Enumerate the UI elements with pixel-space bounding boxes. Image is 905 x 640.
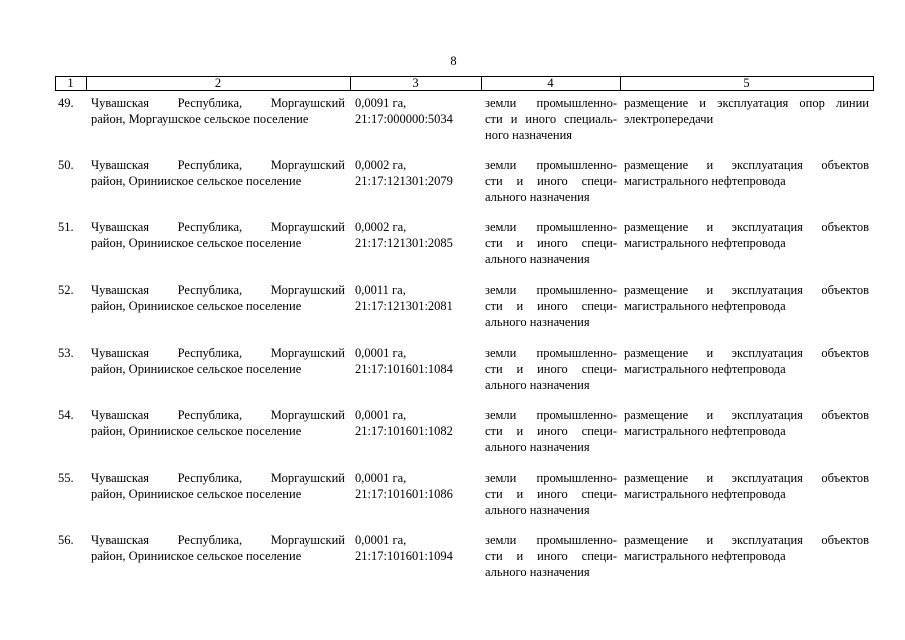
land-category-line: сти и иного специ- bbox=[485, 424, 617, 438]
table-header-divider bbox=[873, 76, 874, 90]
row-number: 54. bbox=[58, 408, 74, 422]
permitted-use-cell bbox=[624, 345, 869, 377]
area-value: 0,0001 га, bbox=[355, 408, 407, 422]
land-category-line: земли промышленно- bbox=[485, 533, 617, 547]
table-row bbox=[0, 532, 905, 584]
page-number: 8 bbox=[450, 54, 457, 68]
land-category-line: сти и иного специаль- bbox=[485, 112, 617, 126]
cadastral-number: 21:17:121301:2085 bbox=[355, 236, 453, 250]
area-value: 0,0001 га, bbox=[355, 346, 407, 360]
table-row bbox=[0, 95, 905, 147]
area-value: 0,0091 га, bbox=[355, 96, 407, 110]
location-cell bbox=[91, 470, 345, 502]
permitted-use-cell bbox=[624, 95, 869, 127]
land-category-cell bbox=[485, 532, 617, 580]
permitted-use-line: магистрального нефтепровода bbox=[624, 236, 786, 250]
permitted-use-cell bbox=[624, 532, 869, 564]
land-category-line: сти и иного специ- bbox=[485, 236, 617, 250]
row-number: 55. bbox=[58, 471, 74, 485]
table-row bbox=[0, 219, 905, 271]
area-cadastral-cell bbox=[355, 219, 480, 251]
column-header-5: 5 bbox=[743, 76, 750, 90]
permitted-use-line: размещение и эксплуатация объектов bbox=[624, 220, 869, 234]
land-category-cell bbox=[485, 219, 617, 267]
land-category-line: ального назначения bbox=[485, 190, 590, 204]
permitted-use-line: магистрального нефтепровода bbox=[624, 549, 786, 563]
permitted-use-line: размещение и эксплуатация объектов bbox=[624, 346, 869, 360]
land-category-line: земли промышленно- bbox=[485, 346, 617, 360]
location-cell bbox=[91, 157, 345, 189]
area-cadastral-cell bbox=[355, 282, 480, 314]
permitted-use-cell bbox=[624, 219, 869, 251]
row-number: 49. bbox=[58, 96, 74, 110]
land-category-line: земли промышленно- bbox=[485, 158, 617, 172]
location-line: Чувашская Республика, Моргаушский bbox=[91, 220, 345, 234]
land-category-line: ального назначения bbox=[485, 315, 590, 329]
location-line: район, Оринииское сельское поселение bbox=[91, 236, 302, 250]
column-header-4: 4 bbox=[547, 76, 554, 90]
area-cadastral-cell bbox=[355, 407, 480, 439]
row-number: 53. bbox=[58, 346, 74, 360]
location-line: Чувашская Республика, Моргаушский bbox=[91, 346, 345, 360]
location-cell bbox=[91, 219, 345, 251]
location-line: Чувашская Республика, Моргаушский bbox=[91, 533, 345, 547]
location-line: район, Оринииское сельское поселение bbox=[91, 362, 302, 376]
cadastral-number: 21:17:101601:1094 bbox=[355, 549, 453, 563]
area-value: 0,0002 га, bbox=[355, 158, 407, 172]
location-cell bbox=[91, 282, 345, 314]
permitted-use-line: магистрального нефтепровода bbox=[624, 299, 786, 313]
row-number: 50. bbox=[58, 158, 74, 172]
location-cell bbox=[91, 95, 345, 127]
cadastral-number: 21:17:101601:1084 bbox=[355, 362, 453, 376]
area-value: 0,0001 га, bbox=[355, 471, 407, 485]
area-cadastral-cell bbox=[355, 345, 480, 377]
permitted-use-line: электропередачи bbox=[624, 112, 714, 126]
land-category-cell bbox=[485, 95, 617, 143]
location-line: Чувашская Республика, Моргаушский bbox=[91, 283, 345, 297]
location-line: Чувашская Республика, Моргаушский bbox=[91, 471, 345, 485]
land-category-line: сти и иного специ- bbox=[485, 549, 617, 563]
location-line: Чувашская Республика, Моргаушский bbox=[91, 408, 345, 422]
permitted-use-line: размещение и эксплуатация объектов bbox=[624, 471, 869, 485]
area-cadastral-cell bbox=[355, 95, 480, 127]
cadastral-number: 21:17:121301:2079 bbox=[355, 174, 453, 188]
column-header-3: 3 bbox=[412, 76, 419, 90]
land-category-cell bbox=[485, 157, 617, 205]
land-category-line: ального назначения bbox=[485, 252, 590, 266]
land-category-line: земли промышленно- bbox=[485, 96, 617, 110]
location-line: район, Оринииское сельское поселение bbox=[91, 174, 302, 188]
permitted-use-line: размещение и эксплуатация объектов bbox=[624, 533, 869, 547]
location-line: Чувашская Республика, Моргаушский bbox=[91, 158, 345, 172]
land-category-line: ального назначения bbox=[485, 503, 590, 517]
location-line: район, Оринииское сельское поселение bbox=[91, 549, 302, 563]
table-row bbox=[0, 345, 905, 397]
permitted-use-cell bbox=[624, 282, 869, 314]
permitted-use-line: магистрального нефтепровода bbox=[624, 174, 786, 188]
land-category-line: ного назначения bbox=[485, 128, 573, 142]
permitted-use-line: магистрального нефтепровода bbox=[624, 487, 786, 501]
table-row bbox=[0, 407, 905, 459]
land-category-line: земли промышленно- bbox=[485, 471, 617, 485]
land-category-line: ального назначения bbox=[485, 565, 590, 579]
permitted-use-line: магистрального нефтепровода bbox=[624, 362, 786, 376]
location-line: Чувашская Республика, Моргаушский bbox=[91, 96, 345, 110]
permitted-use-line: размещение и эксплуатация объектов bbox=[624, 283, 869, 297]
location-line: район, Оринииское сельское поселение bbox=[91, 299, 302, 313]
table-row bbox=[0, 470, 905, 522]
permitted-use-cell bbox=[624, 407, 869, 439]
permitted-use-line: магистрального нефтепровода bbox=[624, 424, 786, 438]
permitted-use-cell bbox=[624, 157, 869, 189]
land-category-line: сти и иного специ- bbox=[485, 362, 617, 376]
land-category-cell bbox=[485, 407, 617, 455]
location-line: район, Оринииское сельское поселение bbox=[91, 424, 302, 438]
location-cell bbox=[91, 532, 345, 564]
location-line: район, Моргаушское сельское поселение bbox=[91, 112, 309, 126]
column-header-1: 1 bbox=[67, 76, 74, 90]
land-category-line: сти и иного специ- bbox=[485, 174, 617, 188]
area-cadastral-cell bbox=[355, 470, 480, 502]
land-category-line: сти и иного специ- bbox=[485, 487, 617, 501]
permitted-use-line: размещение и эксплуатация объектов bbox=[624, 408, 869, 422]
row-number: 52. bbox=[58, 283, 74, 297]
area-cadastral-cell bbox=[355, 532, 480, 564]
permitted-use-cell bbox=[624, 470, 869, 502]
land-category-line: земли промышленно- bbox=[485, 220, 617, 234]
location-cell bbox=[91, 407, 345, 439]
row-number: 56. bbox=[58, 533, 74, 547]
cadastral-number: 21:17:101601:1086 bbox=[355, 487, 453, 501]
land-category-line: ального назначения bbox=[485, 440, 590, 454]
area-value: 0,0011 га, bbox=[355, 283, 406, 297]
land-category-line: ального назначения bbox=[485, 378, 590, 392]
cadastral-number: 21:17:000000:5034 bbox=[355, 112, 453, 126]
location-cell bbox=[91, 345, 345, 377]
table-row bbox=[0, 282, 905, 334]
location-line: район, Оринииское сельское поселение bbox=[91, 487, 302, 501]
area-value: 0,0002 га, bbox=[355, 220, 407, 234]
cadastral-number: 21:17:121301:2081 bbox=[355, 299, 453, 313]
table-row bbox=[0, 157, 905, 209]
land-category-line: сти и иного специ- bbox=[485, 299, 617, 313]
cadastral-number: 21:17:101601:1082 bbox=[355, 424, 453, 438]
land-category-cell bbox=[485, 282, 617, 330]
land-category-cell bbox=[485, 345, 617, 393]
land-category-line: земли промышленно- bbox=[485, 408, 617, 422]
land-category-line: земли промышленно- bbox=[485, 283, 617, 297]
land-category-cell bbox=[485, 470, 617, 518]
row-number: 51. bbox=[58, 220, 74, 234]
column-header-2: 2 bbox=[214, 76, 222, 90]
area-value: 0,0001 га, bbox=[355, 533, 407, 547]
permitted-use-line: размещение и эксплуатация опор линии bbox=[624, 96, 869, 110]
permitted-use-line: размещение и эксплуатация объектов bbox=[624, 158, 869, 172]
area-cadastral-cell bbox=[355, 157, 480, 189]
